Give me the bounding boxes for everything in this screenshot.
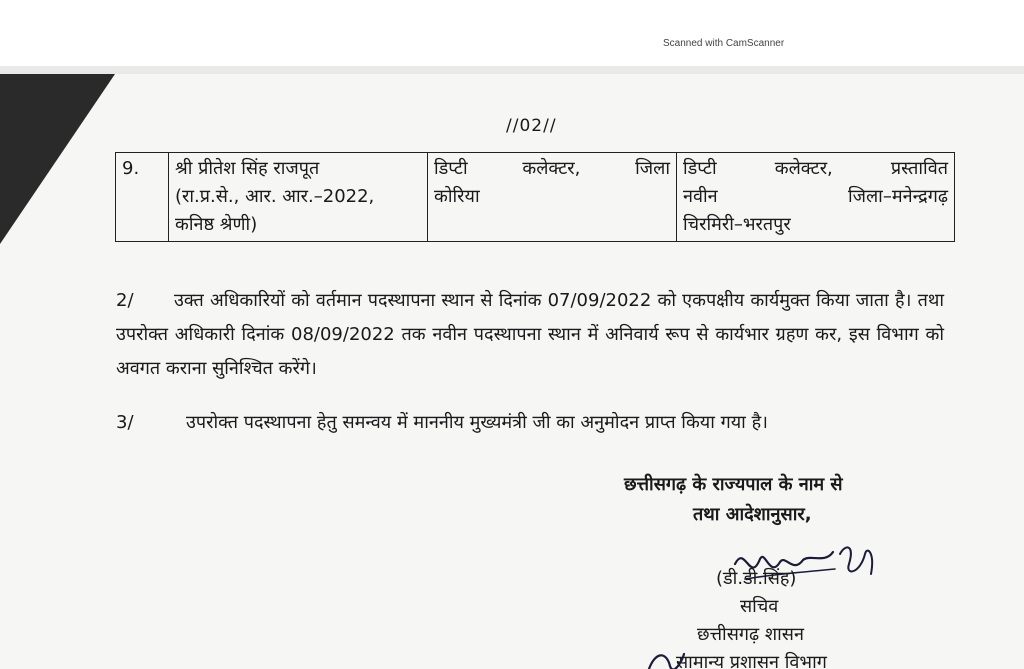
page-number: //02// [506,116,557,136]
paragraph-number: 3/ [116,412,134,433]
paragraph-number: 2/ [116,290,134,311]
current-posting-line1: डिप्टी कलेक्टर, जिला [434,158,670,179]
current-posting-cell [428,153,677,242]
ink-mark [640,642,688,669]
officer-service: (रा.प्र.से., आर. आर.–2022, [175,186,375,207]
government-name: छत्तीसगढ़ शासन [697,624,804,645]
officer-name: श्री प्रीतेश सिंह राजपूत [175,158,320,179]
signatory-designation: सचिव [740,596,779,617]
document-page [0,74,1024,669]
serial-cell: 9. [116,153,169,242]
order-line: तथा आदेशानुसार, [693,504,812,525]
table-row [116,153,955,242]
page-gap [0,66,1024,74]
paragraph-3 [116,408,944,438]
camscanner-watermark: Scanned with CamScanner [663,38,785,49]
handwritten-signature [715,524,885,604]
officer-grade: कनिष्ठ श्रेणी) [175,214,258,235]
department-name: सामान्य प्रशासन विभाग [676,652,827,669]
dark-corner-shadow [0,74,115,244]
officer-cell [169,153,428,242]
current-posting-line2: कोरिया [434,186,480,207]
authority-line: छत्तीसगढ़ के राज्यपाल के नाम से [624,474,843,495]
proposed-posting-cell [677,153,955,242]
proposed-posting-line1: डिप्टी कलेक्टर, प्रस्तावित [683,158,948,179]
paragraph-2 [116,284,944,386]
proposed-posting-line3: चिरमिरी–भरतपुर [683,214,791,235]
paragraph-text: उक्त अधिकारियों को वर्तमान पदस्थापना स्थान से दिनांक 07/09/2022 को एकपक्षीय कार्यमुक्त किया जाता है। तथा उपरोक्त अधिकारी दिनांक 08/09/2022 तक नवीन पदस्थापना स्थान में अनिवार्य रूप से कार्यभार ग्रहण कर, इस विभाग को अवगत कराना सुनिश्चित करेंगे। [116,290,944,379]
scanner-header [0,0,1024,68]
posting-table [115,152,955,242]
paragraph-text: उपरोक्त पदस्थापना हेतु समन्वय में माननीय मुख्यमंत्री जी का अनुमोदन प्राप्त किया गया है। [186,412,768,433]
proposed-posting-line2: नवीन जिला–मनेन्द्रगढ़ [683,186,948,207]
signatory-name: (डी.डी.सिंह) [716,568,797,589]
